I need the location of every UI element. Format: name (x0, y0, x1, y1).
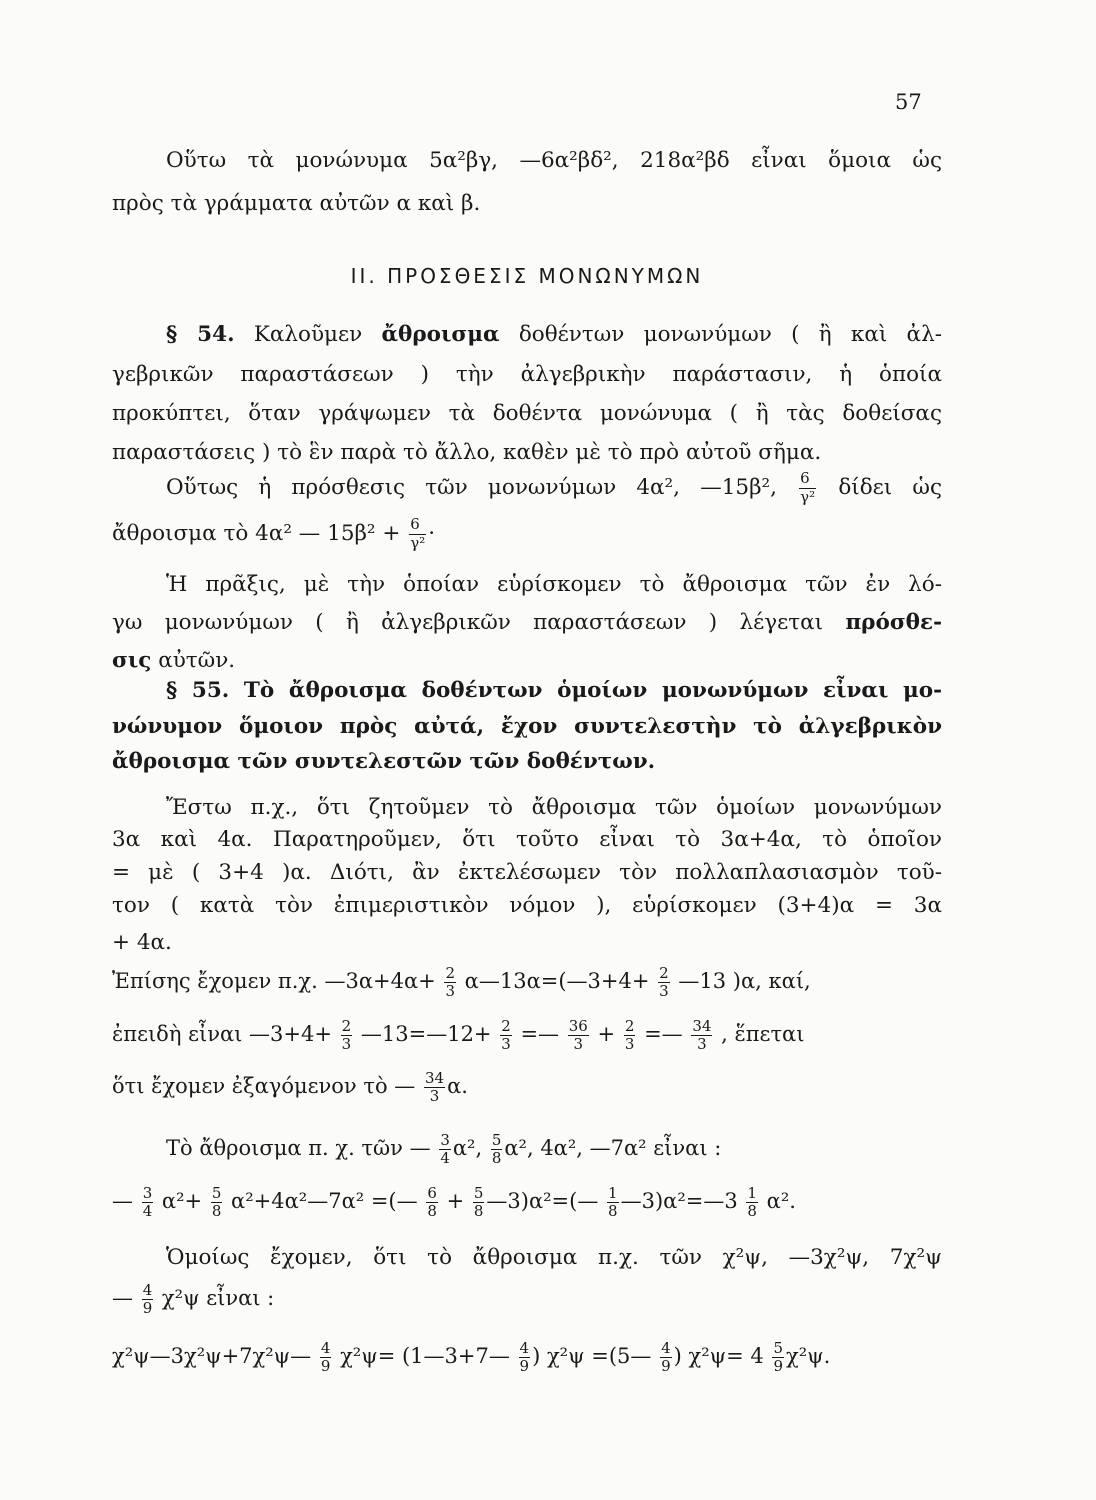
fraction: $\frac{34}{3}$ (425, 1068, 445, 1105)
fraction: $\frac{1}{8}$ (608, 1183, 618, 1220)
fraction: $\frac{6}{8}$ (427, 1183, 437, 1220)
equation-line (112, 1275, 274, 1321)
text-span: — (112, 1189, 133, 1213)
text-span: χ²ψ= (1—3+7— (340, 1344, 510, 1368)
text-span: χ²ψ. (785, 1344, 831, 1368)
fraction: $\frac{5}{8}$ (473, 1183, 484, 1220)
text-span: + (597, 1022, 616, 1046)
text-span: — (112, 1286, 133, 1310)
text-line: πρὸς τὰ γράμματα αὐτῶν α καὶ β. (112, 191, 481, 216)
text-line: παραστάσεις ) τὸ ἓν παρὰ τὸ ἄλλο, καθὲν μὲ τὸ πρὸ αὐτοῦ σῆμα. (112, 440, 822, 465)
text-span: + (446, 1189, 465, 1213)
example-line: ἄθροισμα τὸ 4α² — 15β² + $\frac{6}{\text{γ²}}$ · (112, 515, 436, 552)
text-span: —13=—12+ (360, 1022, 492, 1046)
fraction: $\frac{3}{4}$ (142, 1183, 153, 1220)
fraction: $\frac{4}{9}$ (142, 1280, 153, 1317)
text-span: ) χ²ψ =(5— (532, 1344, 652, 1368)
text-span: α²+4α²—7α² =(— (231, 1189, 418, 1213)
fraction: $\frac{34}{3}$ (692, 1016, 712, 1053)
text-line: Ἔστω π.χ., ὅτι ζητοῦμεν τὸ ἄθροισμα τῶν ὁμοίων μονωνύμων (166, 795, 942, 820)
equation-line (166, 1125, 721, 1171)
fraction: $\frac{1}{8}$ (747, 1183, 757, 1220)
text-span: —13 )α, καί, (678, 969, 811, 993)
equation-line (112, 1011, 804, 1057)
fraction: $\frac{6}{\text{γ²}}$ (800, 469, 816, 506)
page-number: 57 (895, 90, 922, 114)
text-span: α. (447, 1074, 468, 1098)
text-line (112, 650, 942, 672)
equation-line (112, 1333, 830, 1379)
text-line: 3α καὶ 4α. Παρατηροῦμεν, ὅτι τοῦτο εἶναι τὸ 3α+4α, τὸ ὁποῖον (112, 827, 942, 852)
text-span: γω μονωνύμων ( ἢ ἀλγεβρικῶν παραστάσεων ) λέγεται (112, 610, 824, 635)
fraction: $\frac{5}{8}$ (491, 1130, 502, 1167)
theorem-line: νώνυμον ὅμοιον πρὸς αὐτά, ἔχον συντελεστὴν τὸ ἀλγεβρικὸν (112, 714, 942, 739)
section-heading: II. ΠΡΟΣΘΕΣΙΣ ΜΟΝΩΝΥΜΩΝ (350, 264, 704, 288)
fraction: $\frac{5}{8}$ (211, 1183, 222, 1220)
text-span: α², 4α², —7α² εἶναι : (504, 1136, 722, 1160)
equation-line (112, 1063, 468, 1109)
defined-term: πρόσθε- (845, 610, 942, 635)
text-span: α—13α=(—3+4+ (464, 969, 650, 993)
text-span: —3)α²=(— (486, 1189, 599, 1213)
text-span: Ἐπίσης ἔχομεν π.χ. —3α+4α+ (112, 969, 436, 993)
text-span: —3)α²=—3 (620, 1189, 738, 1213)
text-span: Τὸ ἄθροισμα π. χ. τῶν — (166, 1136, 431, 1160)
fraction: $\frac{2}{3}$ (341, 1016, 352, 1053)
fraction: $\frac{2}{3}$ (501, 1016, 511, 1053)
text-line: προκύπτει, ὅταν γράψωμεν τὰ δοθέντα μονώνυμα ( ἢ τὰς δοθείσας (112, 401, 942, 426)
text-span: α². (766, 1189, 796, 1213)
text-line: Οὕτω τὰ μονώνυμα 5α²βγ, —6α²βδ², 218α²βδ εἶναι ὅμοια ὡς (166, 148, 942, 173)
text-line: Ὁμοίως ἔχομεν, ὅτι τὸ ἄθροισμα π.χ. τῶν χ²ψ, —3χ²ψ, 7χ²ψ (166, 1245, 942, 1270)
fraction: $\frac{2}{3}$ (659, 963, 669, 1000)
fraction: $\frac{4}{9}$ (519, 1338, 530, 1375)
fraction: $\frac{36}{3}$ (568, 1016, 588, 1053)
text-line (112, 612, 942, 634)
equation-line (112, 958, 811, 1004)
text-span: ἄθροισμα τὸ 4α² — 15β² + (112, 521, 401, 546)
text-span: χ²ψ—3χ²ψ+7χ²ψ— (112, 1344, 312, 1368)
theorem-line: ἄθροισμα τῶν συντελεστῶν τῶν δοθέντων. (112, 749, 656, 774)
text-span: Οὕτως ἡ πρόσθεσις τῶν μονωνύμων 4α², —15β², (166, 475, 777, 500)
text-line: γεβρικῶν παραστάσεων ) τὴν ἀλγεβρικὴν παράστασιν, ἡ ὁποία (112, 362, 942, 387)
fraction: $\frac{6}{\text{γ²}}$ (410, 515, 426, 552)
fraction: $\frac{4}{9}$ (661, 1338, 671, 1375)
text-span: δίδει ὡς (838, 475, 942, 500)
text-line: = μὲ ( 3+4 )α. Διότι, ἂν ἐκτελέσωμεν τὸν πολλαπλασιασμὸν τοῦ- (112, 860, 942, 885)
example-line (112, 466, 942, 510)
section-number: § 54. (166, 322, 235, 347)
defined-term: ἄθροισμα (381, 322, 500, 347)
equation-line (112, 1178, 796, 1224)
text-span: Καλοῦμεν (253, 322, 363, 347)
text-span: ) χ²ψ= 4 (673, 1344, 764, 1368)
text-line: Ἡ πρᾶξις, μὲ τὴν ὁποίαν εὑρίσκομεν τὸ ἄθροισμα τῶν ἐν λό- (166, 572, 942, 597)
fraction: $\frac{2}{3}$ (624, 1016, 635, 1053)
text-span: δοθέντων μονωνύμων ( ἢ καὶ ἀλ- (518, 322, 942, 347)
text-span: =— (644, 1022, 683, 1046)
text-span: ἐπειδὴ εἶναι —3+4+ (112, 1022, 332, 1046)
paragraph-54-line (112, 324, 942, 346)
text-span: α², (452, 1136, 483, 1160)
text-span: =— (520, 1022, 560, 1046)
text-span: , ἕπεται (721, 1022, 805, 1046)
text-span: αὐτῶν. (158, 648, 236, 673)
defined-term: σις (112, 648, 152, 673)
theorem-line: § 55. Τὸ ἄθροισμα δοθέντων ὁμοίων μονωνύμων εἶναι μο- (166, 678, 942, 703)
fraction: $\frac{5}{9}$ (773, 1338, 783, 1375)
text-span: ὅτι ἔχομεν ἐξαγόμενον τὸ — (112, 1074, 416, 1098)
text-span: χ²ψ εἶναι : (161, 1286, 275, 1310)
text-line: τον ( κατὰ τὸν ἐπιμεριστικὸν νόμον ), εὑρίσκομεν (3+4)α = 3α (112, 893, 942, 918)
fraction: $\frac{2}{3}$ (445, 963, 455, 1000)
text-span: α²+ (161, 1189, 203, 1213)
fraction: $\frac{4}{9}$ (320, 1338, 331, 1375)
fraction: $\frac{3}{4}$ (440, 1130, 450, 1167)
text-line: + 4α. (112, 930, 172, 955)
